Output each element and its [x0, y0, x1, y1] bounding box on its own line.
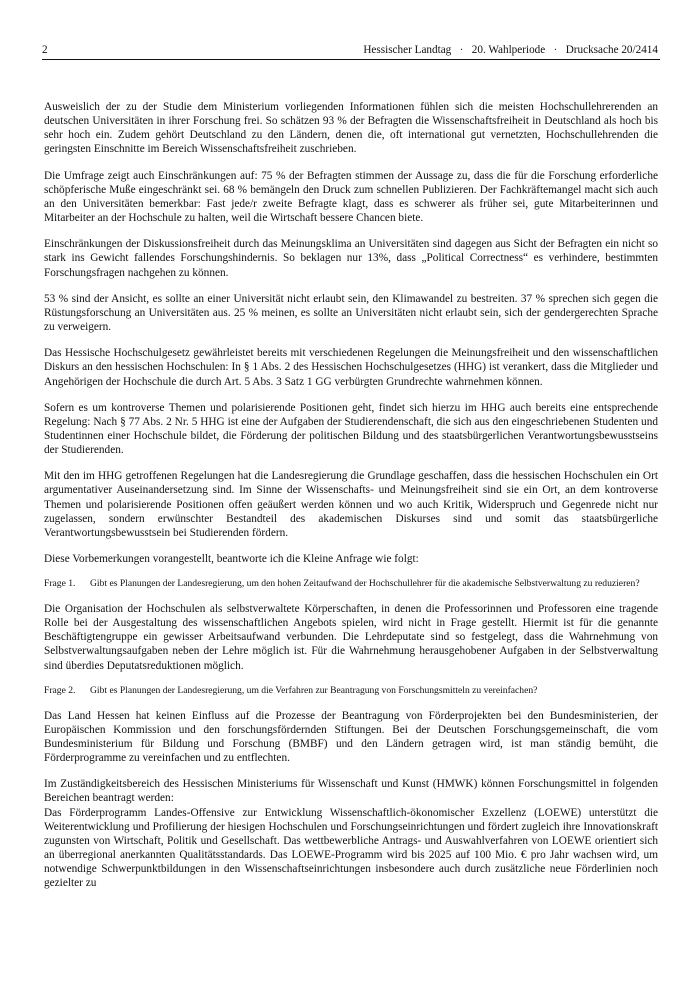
question-2-label: Frage 2. — [44, 684, 76, 696]
paragraph-regulations: Mit den im HHG getroffenen Regelungen hat die Landesregierung die Grundlage geschaffen, dass die hessischen Hochschulen ein Ort argumentativer Auseinandersetzung sind. Im Sinne der Wissenschafts- und Meinungsfreiheit sind sie ein Ort, an dem kontroverse Themen und polarisierende Positionen offen geäußert werden können und wo auch Kritik, Widerspruch und Gegenrede nicht nur zugelassen, sondern erwünschter Bestandteil des akademischen Diskurses sind und somit das staatsbürgerliche Verantwortungsbewusstsein bei Studierenden fördern. — [44, 470, 658, 539]
paragraph-controversy: Sofern es um kontroverse Themen und polarisierende Positionen geht, findet sich hierzu im HHG auch bereits eine entsprechende Regelung: Nach § 77 Abs. 2 Nr. 5 HHG ist eine der Aufgaben der Studierendenschaft, die sich aus den eingeschriebenen Studenten und Studentinnen einer Hochschule bildet, die Förderung der politischen Bildung und des staatsbürgerlichen Verantwortungsbewusstseins der Studierenden. — [44, 401, 658, 457]
paragraph-opinions: 53 % sind der Ansicht, es sollte an einer Universität nicht erlaubt sein, den Klimawandel zu bestreiten. 37 % sprechen sich gegen die Rüstungsforschung an Universitäten aus. 25 % meinen, es sollte an Universitäten nicht erlaubt sein, sich der gendergerechten Sprache zu verweigern. — [44, 292, 658, 334]
paragraph-preface: Diese Vorbemerkungen vorangestellt, beantworte ich die Kleine Anfrage wie folgt: — [44, 553, 419, 566]
question-1-label: Frage 1. — [44, 578, 76, 590]
answer-2-paragraph: Im Zuständigkeitsbereich des Hessischen Ministeriums für Wissenschaft und Kunst (HMWK) können Forschungsmittel in folgenden Bereichen beantragt werden: — [44, 778, 658, 805]
paragraph-discussion: Einschränkungen der Diskussionsfreiheit durch das Meinungsklima an Universitäten sind dagegen aus Sicht der Befragten ein nicht so stark ins Gewicht fallendes Forschungshindernis. So beklagen nur 13%, dass „Political Correctness“ es verhindere, bestimmten Forschungsfragen nachgehen zu können. — [44, 238, 658, 279]
paragraph-intro: Ausweislich der zu der Studie dem Ministerium vorliegenden Informationen fühlen sich die meisten Hochschullehrerenden an deutschen Universitäten in ihrer Forschung frei. So schätzen 93 % der Befragten die Wissenschaftsfreiheit in Deutschland als hoch bis sehr hoch ein. Zudem gehört Deutschland zu den Ländern, denen die, oft international gut vernetzten, Hochschullehrenden die geringsten Einschnitte im Bereich Wissenschaftsfreiheit zuschrieben. — [44, 101, 658, 156]
question-1-text: Gibt es Planungen der Landesregierung, um den hohen Zeitaufwand der Hochschullehrer für die akademische Selbstverwaltung zu reduzieren? — [90, 578, 640, 590]
running-title: Hessischer Landtag · 20. Wahlperiode · Drucksache 20/2414 — [363, 44, 658, 56]
header-rule — [42, 59, 660, 60]
document-body — [44, 100, 658, 890]
question-2 — [44, 685, 658, 697]
answer-2-paragraph: Das Land Hessen hat keinen Einfluss auf die Prozesse der Beantragung von Förderprojekten bei den Bundesministerien, der Europäischen Kommission und den forschungsfördernden Stiftungen. Bei der Deutschen Forschungsgemeinschaft, die vom Bundesministerium für Bildung und Forschung (BMBF) und den Ländern getragen wird, ist man ständig bemüht, die Förderprogramme zu vereinfachen und zu entflechten. — [44, 709, 658, 765]
question-1 — [44, 578, 658, 590]
answer-2-paragraph: Das Förderprogramm Landes-Offensive zur Entwicklung Wissenschaftlich-ökonomischer Exzellenz (LOEWE) unterstützt die Weiterentwicklung und Profilierung der hiesigen Hochschulen und Forschungseinrichtungen und fördert zugleich ihre Innovationskraft zugunsten von Wirtschaft, Politik und Gesellschaft. Das wettbewerbliche Antrags- und Auswahlverfahren von LOEWE orientiert sich an überregional anerkannten Qualitätsstandards. Das LOEWE-Programm wird bis 2025 auf 100 Mio. € pro Jahr wachsen wird, um notwendige Schwerpunktbildungen in den Wissenschaftseinrichtungen insbesondere auch durch zusätzliche neue Förderlinien noch gezielter zu — [44, 806, 658, 890]
page-number: 2 — [42, 44, 48, 56]
answer-1: Die Organisation der Hochschulen als selbstverwaltete Körperschaften, in denen die Professorinnen und Professoren eine tragende Rolle bei der Ausgestaltung des wissenschaftlichen Angebots spielen, wird nicht in Frage gestellt. Hiermit ist für die genannte Beschäftigtengruppe ein gewisser Arbeitsaufwand verbunden. Die Lehrdeputate sind so festgelegt, dass die Wahrnehmung von Selbstverwaltungsaufgaben neben der Lehre möglich ist. Für die Wahrnehmung herausgehobener Aufgaben in der Selbstverwaltung sind überdies Deputatsreduktionen möglich. — [44, 603, 658, 672]
page-header — [42, 42, 660, 58]
question-2-text: Gibt es Planungen der Landesregierung, um die Verfahren zur Beantragung von Forschungsmitteln zu vereinfachen? — [90, 684, 538, 696]
paragraph-hhg: Das Hessische Hochschulgesetz gewährleistet bereits mit verschiedenen Regelungen die Meinungsfreiheit und den wissenschaftlichen Diskurs an den hessischen Hochschulen: In § 1 Abs. 2 des Hessischen Hochschulgesetzes (HHG) ist verankert, dass die Mitglieder und Angehörigen der Hochschule die durch Art. 5 Abs. 3 Satz 1 GG verbürgten Grundrechte wahrnehmen können. — [44, 347, 658, 388]
paragraph-survey: Die Umfrage zeigt auch Einschränkungen auf: 75 % der Befragten stimmen der Aussage zu, dass die für die Forschung erforderliche schöpferische Muße eingeschränkt sei. 68 % bemängeln den Druck zum schnellen Publizieren. Der Fachkräftemangel macht sich auch an den Universitäten bemerkbar: Fast jede/r zweite Befragte klagt, dass es schwerer als früher sei, gute Mitarbeiterinnen und Mitarbeiter an der Hochschule zu halten, weil die Wirtschaft bessere Chancen biete. — [44, 169, 658, 225]
